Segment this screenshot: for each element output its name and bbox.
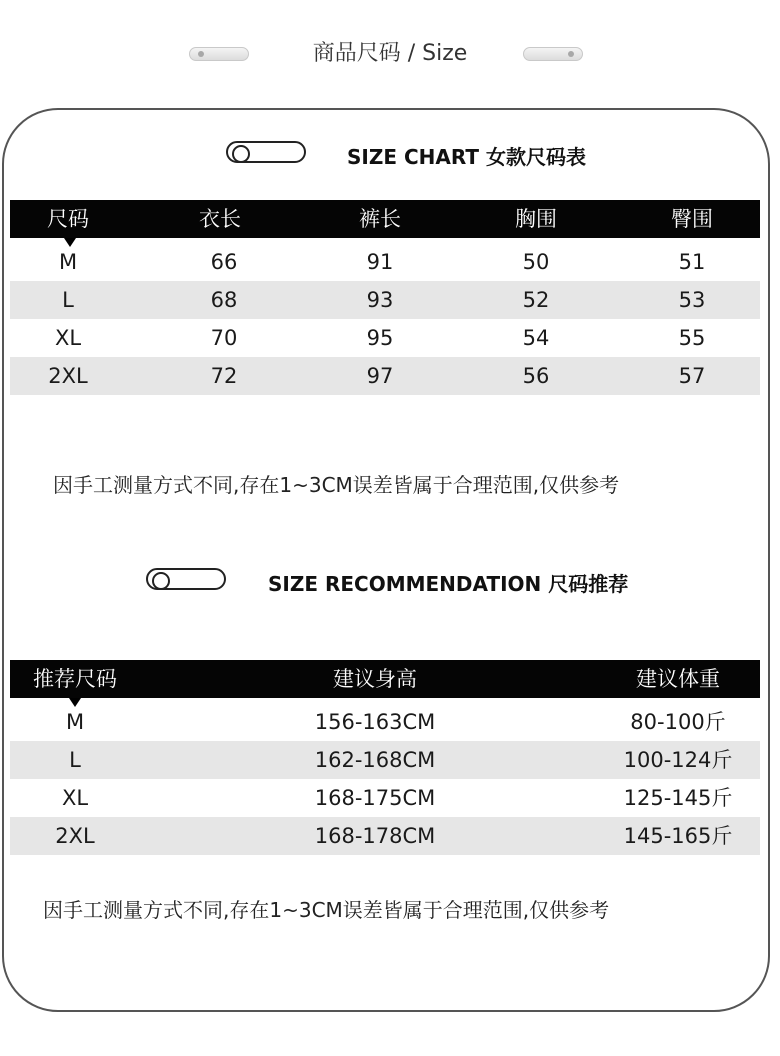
table-cell: 66 [210, 250, 238, 274]
measurement-note: 因手工测量方式不同,存在1~3CM误差皆属于合理范围,仅供参考 [43, 898, 610, 922]
table-row [10, 817, 760, 855]
table-row [10, 779, 760, 817]
table-cell: 162-168CM [314, 748, 436, 772]
col-header: 臀围 [671, 207, 713, 231]
table-cell: 57 [678, 364, 706, 388]
size-chart-header [10, 200, 760, 238]
table-cell: 56 [522, 364, 550, 388]
table-row [10, 703, 760, 741]
col-header: 尺码 [47, 207, 89, 231]
measurement-note: 因手工测量方式不同,存在1~3CM误差皆属于合理范围,仅供参考 [53, 473, 620, 497]
toggle-icon [226, 141, 306, 163]
table-row [10, 281, 760, 319]
table-cell: 145-165斤 [623, 824, 733, 848]
col-header: 衣长 [199, 207, 241, 231]
table-cell: L [62, 288, 74, 312]
table-cell: 70 [210, 326, 238, 350]
table-cell: 72 [210, 364, 238, 388]
recommendation-header [10, 660, 760, 698]
table-cell: 55 [678, 326, 706, 350]
table-cell: 54 [522, 326, 550, 350]
table-cell: M [65, 710, 85, 734]
col-header: 推荐尺码 [33, 667, 117, 691]
table-cell: 168-178CM [314, 824, 436, 848]
table-row [10, 741, 760, 779]
table-cell: XL [61, 786, 89, 810]
table-cell: 93 [366, 288, 394, 312]
col-header: 建议体重 [636, 667, 720, 691]
col-header: 胸围 [515, 207, 557, 231]
table-cell: 53 [678, 288, 706, 312]
table-cell: M [58, 250, 78, 274]
table-cell: 91 [366, 250, 394, 274]
table-cell: 125-145斤 [623, 786, 733, 810]
size-recommendation-title: SIZE RECOMMENDATION 尺码推荐 [268, 572, 629, 596]
table-row [10, 243, 760, 281]
table-row [10, 319, 760, 357]
table-cell: L [69, 748, 81, 772]
table-cell: 97 [366, 364, 394, 388]
table-cell: 51 [678, 250, 706, 274]
table-cell: 50 [522, 250, 550, 274]
page-title: 商品尺码 / Size [312, 41, 468, 66]
table-cell: 100-124斤 [623, 748, 733, 772]
table-cell: XL [54, 326, 82, 350]
table-cell: 168-175CM [314, 786, 436, 810]
col-header: 裤长 [359, 207, 401, 231]
table-cell: 52 [522, 288, 550, 312]
table-cell: 2XL [48, 364, 88, 388]
table-cell: 80-100斤 [630, 710, 726, 734]
size-chart-title: SIZE CHART 女款尺码表 [347, 145, 586, 169]
table-cell: 95 [366, 326, 394, 350]
table-row [10, 357, 760, 395]
table-cell: 156-163CM [314, 710, 436, 734]
toggle-icon [146, 568, 226, 590]
table-cell: 2XL [55, 824, 95, 848]
col-header: 建议身高 [333, 667, 417, 691]
table-cell: 68 [210, 288, 238, 312]
decor-pill-right [523, 47, 583, 61]
